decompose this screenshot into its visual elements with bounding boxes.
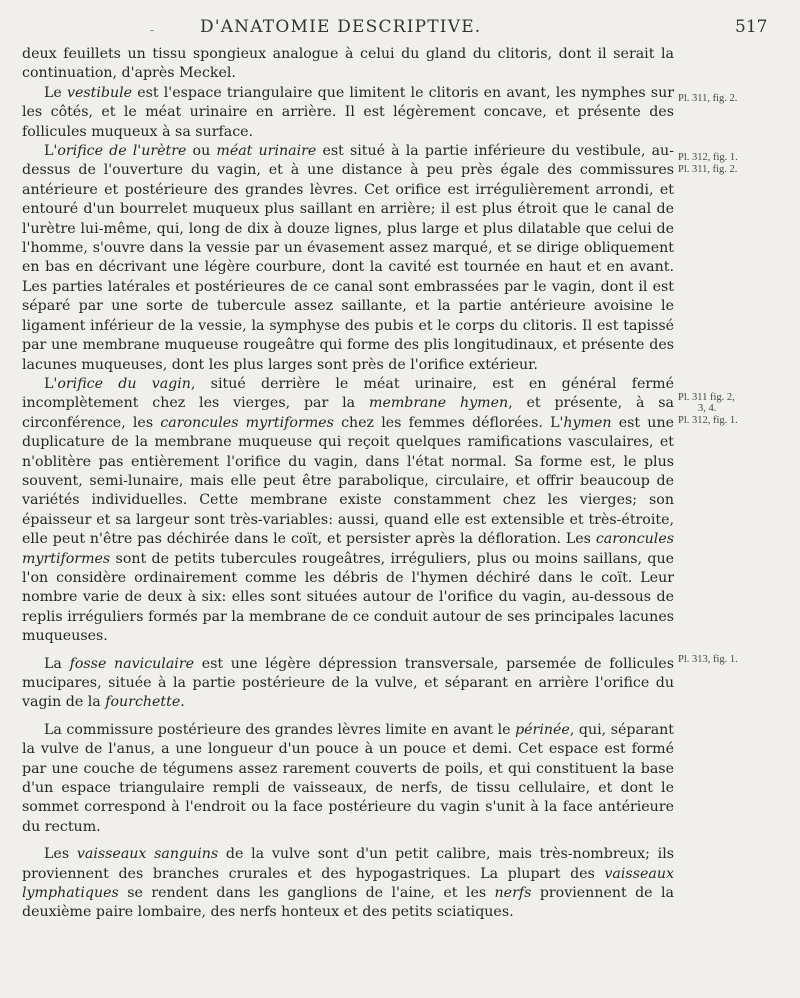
margin-note: Pl. 311 fig. 2, [678, 392, 735, 403]
paragraph-vaisseaux [22, 845, 674, 923]
text-run: de la vulve sont d'un petit calibre, mais très-nombreux; ils proviennent des branches crurales et des hypogastriques. La plupart des [22, 846, 675, 882]
italic-term: caroncules myrtiformes [160, 414, 334, 431]
text-run: La [44, 655, 70, 672]
page-number: 517 [735, 17, 768, 37]
italic-term: périnée [515, 721, 570, 738]
header-mark: - [150, 23, 155, 37]
running-title: D'ANATOMIE DESCRIPTIVE. [200, 17, 482, 37]
text-run: sont de petits tubercules rougeâtres, irréguliers, plus ou moins saillans, que l'on considère ordinairement comme les débris de l'hymen déchiré dans le coït. Leur nombre varie de deux à six: elles sont situées autour de l'orifice du vagin, au-dessous de replis irréguliers formés par la membrane de ce conduit autour de ses principales lacunes muqueuses. [22, 550, 674, 645]
paragraph-vestibule [22, 84, 674, 142]
italic-term: orifice du vagin [57, 375, 191, 392]
text-run: . [180, 694, 185, 711]
italic-term: caroncules myrtiformes [22, 531, 674, 567]
text-run: La commissure postérieure des grandes lèvres limite en avant le [44, 721, 516, 738]
italic-term: hymen [563, 414, 612, 431]
paragraph-continuation [22, 45, 674, 84]
italic-term: fourchette [105, 694, 181, 711]
italic-term: vaisseaux lymphatiques [22, 865, 674, 902]
margin-note: Pl. 313, fig. 1. [678, 654, 738, 665]
text-run: ou [186, 143, 217, 160]
text-run: L' [44, 143, 58, 160]
text-run: L' [44, 375, 58, 392]
italic-term: vestibule [66, 84, 133, 101]
italic-term: nerfs [494, 885, 532, 902]
text-run: , qui, séparant la vulve de l'anus, a une longueur d'un pouce à un pouce et demi. Cet espace est formé par une couche de tégumens assez rarement couverts de poils, et qui constituent la base d'un espace triangulaire rempli de vaisseaux, de nerfs, de tissu cellulaire, et dont le sommet correspond à l'endroit ou la face postérieure du vagin s'unit à la face antérieure du rectum. [22, 721, 674, 835]
italic-term: vaisseaux sanguins [76, 846, 219, 863]
paragraph-fosse-naviculaire [22, 655, 674, 713]
text-run: est situé à la partie inférieure du vestibule, au-dessus de l'ouverture du vagin, et à une distance à peu près égale des commissures antérieure et postérieure des grandes lèvres. Cet orifice est irrégulièrement arrondi, et entouré d'un bourrelet muqueux plus saillant en arrière; il est plus étroit que le canal de l'urètre lui-même, qui, long de dix à douze lignes, plus large et plus dilatable que celui de l'homme, s'ouvre dans la vessie par un évasement assez marqué, et se dirige obliquement en bas en décrivant une légère courbure, dont la cavité est tournée en haut et en avant. Les parties latérales et postérieures de ce canal sont embrassées par le vagin, dont il est séparé par une sorte de tubercule assez saillante, et la partie antérieure avoisine le ligament inférieur de la vessie, la symphyse des pubis et le corps du clitoris. Il est tapissé par une membrane muqueuse rougeâtre qui forme des plis longitudinaux, et présente des lacunes muqueuses, dont les plus larges sont près de l'orifice extérieur. [22, 143, 674, 373]
margin-note: Pl. 312, fig. 1. [678, 152, 738, 163]
text-run: est l'espace triangulaire que limitent le clitoris en avant, les nymphes sur les côtés, et le méat urinaire en arrière. Il est légèrement concave, et présente des follicules muqueux à sa surface. [22, 84, 675, 140]
margin-notes [678, 0, 800, 998]
text-run: se rendent dans les ganglions de l'aine, et les [118, 885, 495, 902]
text-run: , et présente, à sa circonférence, les [22, 395, 675, 431]
body-text [22, 45, 674, 923]
italic-term: méat urinaire [216, 143, 317, 160]
paragraph-orifice-vagin [22, 375, 674, 647]
italic-term: fosse naviculaire [69, 655, 194, 672]
italic-term: membrane hymen [368, 395, 509, 412]
text-run: est une légère dépression transversale, parsemée de follicules mucipares, située à la partie postérieure de la vulve, et séparant en arrière l'orifice du vagin de la [22, 655, 674, 711]
margin-note: Pl. 312, fig. 1. [678, 415, 738, 426]
text-run: chez les femmes déflorées. L' [333, 414, 564, 431]
text-run: Le [44, 84, 67, 101]
paragraph-orifice-uretre [22, 142, 674, 375]
text-run: Les [44, 846, 77, 863]
margin-note: Pl. 311, fig. 2. [678, 164, 738, 175]
margin-note: Pl. 311, fig. 2. [678, 93, 738, 104]
text-run: est une duplicature de la membrane muqueuse qui reçoit quelques ramifications vasculaires, et n'oblitère pas entièrement l'orifice du vagin, dans l'état normal. Sa forme est, le plus souvent, semi-lunaire, mais elle peut être parabolique, circulaire, et offrir beaucoup de variétés individuelles. Cette membrane existe constamment chez les vierges; son épaisseur et sa largeur sont très-variables: aussi, quand elle est extensible et très-étroite, elle peut n'être pas déchirée dans le coït, et persister après la défloration. Les [22, 414, 674, 548]
text-run: deux feuillets un tissu spongieux analogue à celui du gland du clitoris, dont il serait la continuation, d'après Meckel. [22, 46, 674, 82]
text-run: , situé derrière le méat urinaire, est en général fermé incomplètement chez les vierges, par la [22, 375, 674, 412]
text-run: proviennent de la deuxième paire lombaire, des nerfs honteux et des petits sciatiques. [22, 885, 674, 921]
paragraph-perinee [22, 721, 674, 837]
margin-note: 3, 4. [698, 403, 717, 414]
italic-term: orifice de l'urètre [57, 143, 187, 160]
